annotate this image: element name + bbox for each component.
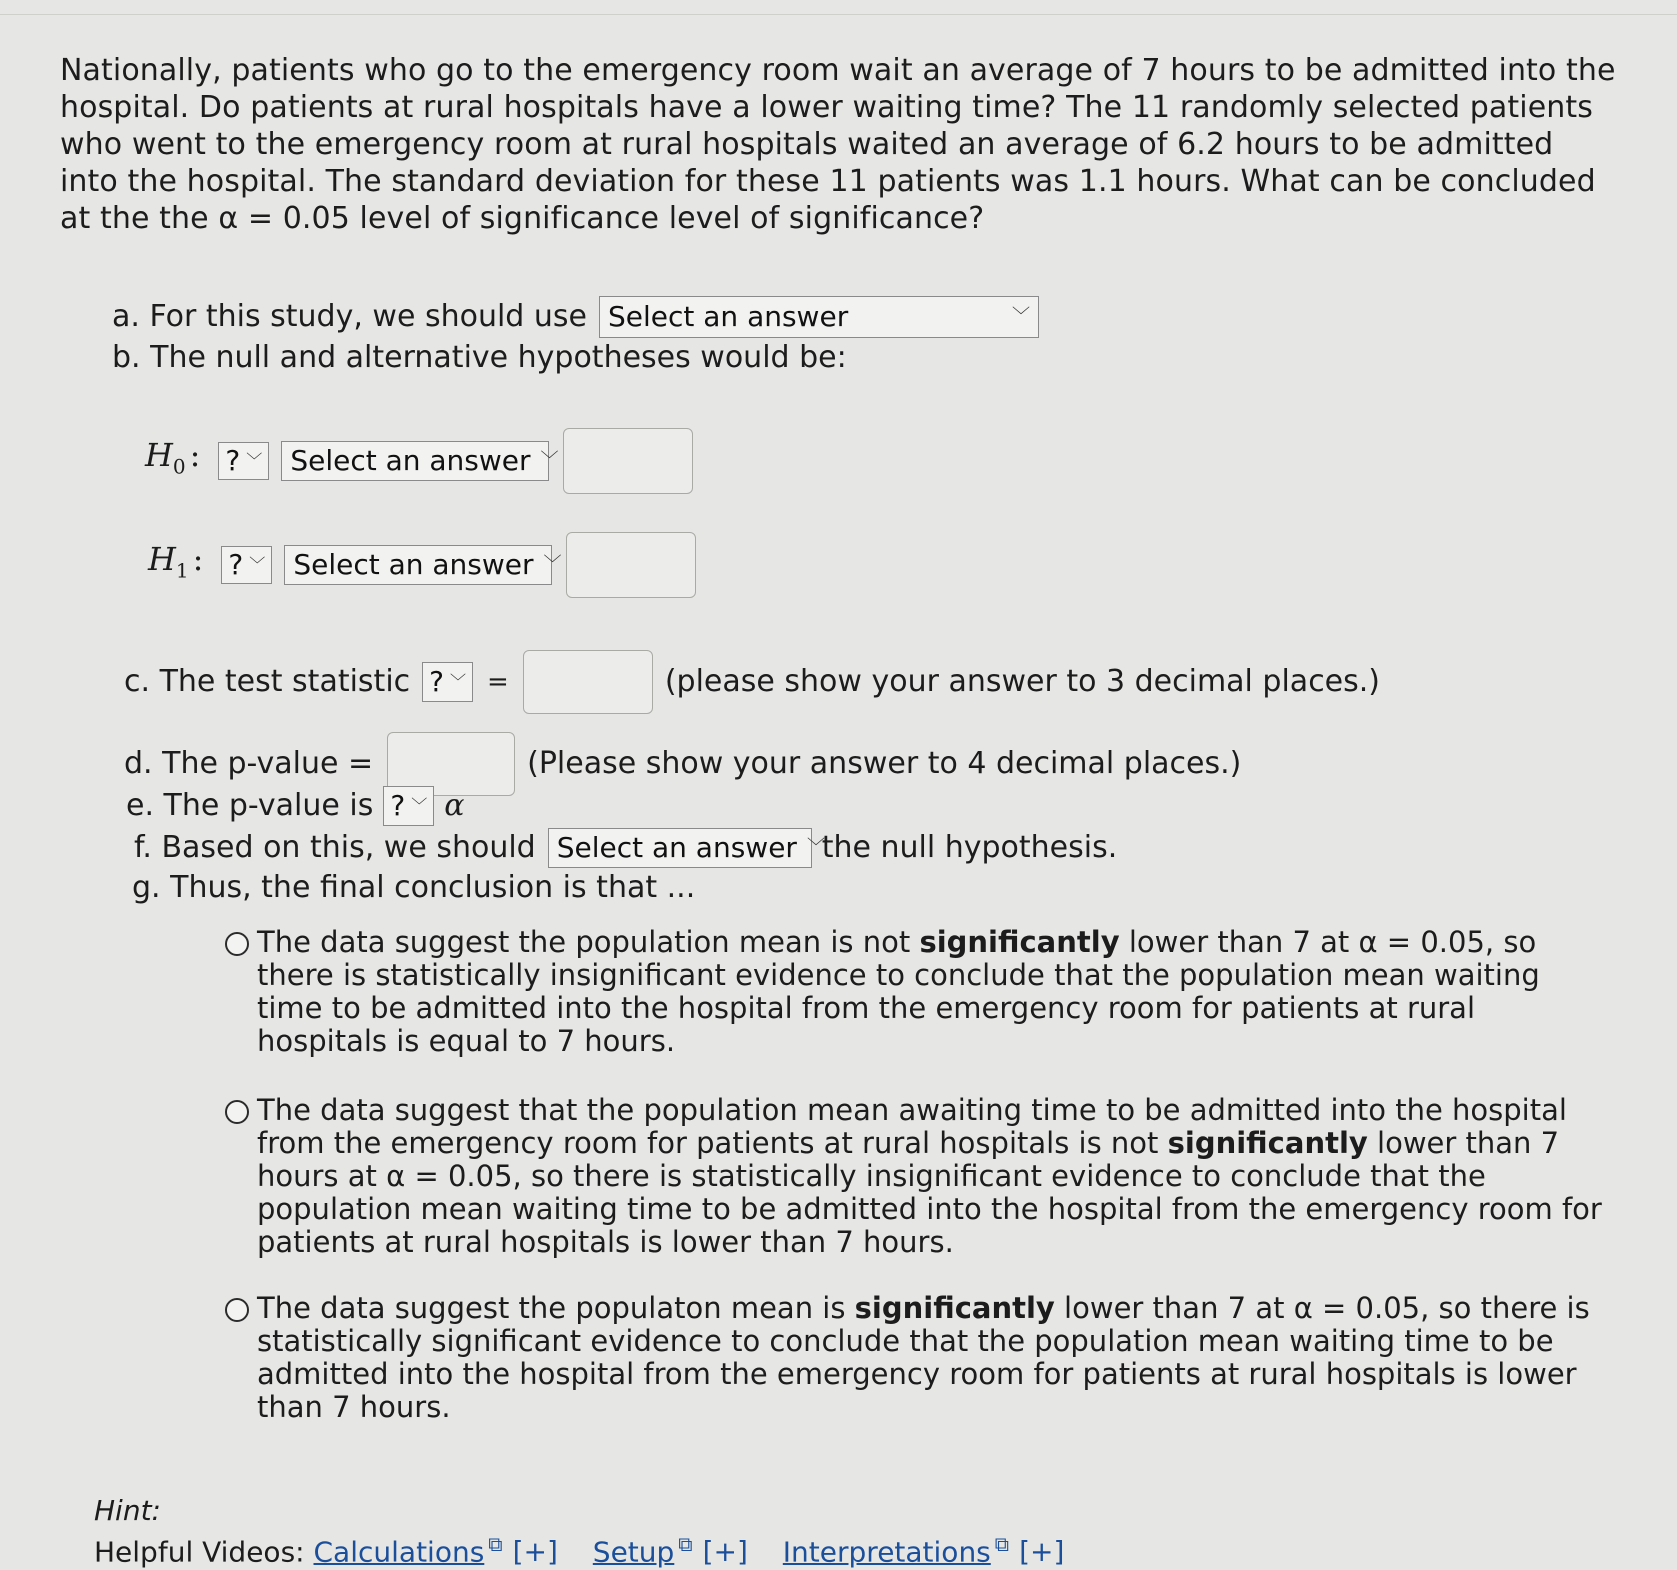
p-value-compare-select[interactable]: ? ﹀: [383, 786, 434, 826]
part-a-label: a. For this study, we should use: [112, 299, 587, 334]
conclusion-option-1[interactable]: The data suggest the population mean is not significantly lower than 7 at α = 0.05, so there is statistically insignificant evidence to conclude that the population mean waiting time to be admitted into the hospital from the emergency room for patients at rural hospitals is equal to 7 hours.: [225, 926, 1605, 1058]
part-f-label: f. Based on this, we should: [134, 830, 536, 865]
part-c: [124, 650, 1380, 714]
external-link-icon: ⧉: [678, 1532, 693, 1556]
chevron-down-icon: ﹀: [411, 796, 428, 815]
helpful-videos: [94, 1532, 1090, 1568]
part-b: [112, 338, 847, 378]
part-a: [112, 296, 1039, 338]
conclusion-option-2[interactable]: The data suggest that the population mean awaiting time to be admitted into the hospital from the emergency room for patients at rural hospitals is not significantly lower than 7 hours at α = 0.05, so there is statistically insignificant evidence to conclude that the population mean waiting time to be admitted into the hospital from the emergency room for patients at rural hospitals is lower than 7 hours.: [225, 1094, 1605, 1259]
part-g: [132, 868, 695, 908]
test-statistic-input[interactable]: [523, 650, 653, 714]
h0-operator-select[interactable]: ? ﹀: [218, 442, 269, 480]
part-d-label: d. The p-value =: [124, 746, 374, 781]
part-f-suffix: the null hypothesis.: [821, 830, 1118, 865]
h0-row: [145, 428, 693, 494]
h1-row: [148, 532, 696, 598]
alpha-symbol: α: [444, 788, 465, 823]
chevron-down-icon: ﹀: [540, 450, 559, 471]
conclusion-option-3[interactable]: The data suggest the populaton mean is significantly lower than 7 at α = 0.05, so there is statistically significant evidence to conclude that the population mean waiting time to be admitted into the hospital from the emergency room for patients at rural hospitals is lower than 7 hours.: [225, 1292, 1605, 1424]
radio-button[interactable]: [225, 932, 249, 956]
chevron-down-icon: ﹀: [543, 554, 562, 575]
decision-select[interactable]: Select an answer ﹀: [548, 828, 812, 868]
chevron-down-icon: ﹀: [249, 555, 266, 574]
setup-video-link[interactable]: Setup: [592, 1535, 675, 1569]
chevron-down-icon: ﹀: [246, 451, 263, 470]
radio-button[interactable]: [225, 1100, 249, 1124]
external-link-icon: ⧉: [488, 1532, 503, 1556]
radio-button[interactable]: [225, 1298, 249, 1322]
part-c-note: (please show your answer to 3 decimal places.): [664, 664, 1381, 699]
h1-label: $H_1$ :: [148, 540, 204, 583]
chevron-down-icon: ﹀: [450, 672, 467, 691]
calculations-video-link[interactable]: Calculations: [313, 1535, 485, 1569]
question-text: Nationally, patients who go to the emergency room wait an average of 7 hours to be admitted into the hospital. Do patients at rural hospitals have a lower waiting time? The 11 randomly selected patients who went to the emergency room at rural hospitals waited an average of 6.2 hours to be admitted into the hospital. The standard deviation for these 11 patients was 1.1 hours. What can be concluded at the the α = 0.05 level of significance level of significance?: [60, 53, 1616, 236]
expand-setup[interactable]: [+]: [702, 1535, 748, 1569]
h1-parameter-select[interactable]: Select an answer ﹀: [284, 545, 552, 585]
part-f: [134, 828, 1117, 868]
test-statistic-select[interactable]: ? ﹀: [422, 662, 473, 702]
h0-parameter-select[interactable]: Select an answer ﹀: [281, 441, 549, 481]
part-d-note: (Please show your answer to 4 decimal places.): [527, 746, 1242, 781]
h0-value-input[interactable]: [563, 428, 693, 494]
interpretations-video-link[interactable]: Interpretations: [782, 1535, 991, 1569]
part-e-label: e. The p-value is: [126, 788, 374, 823]
h1-operator-select[interactable]: ? ﹀: [221, 546, 272, 584]
h0-label: $H_0$ :: [145, 436, 201, 479]
part-g-label: g. Thus, the final conclusion is that ...: [132, 870, 696, 905]
equals-sign: =: [487, 667, 509, 697]
h1-value-input[interactable]: [566, 532, 696, 598]
top-divider: [0, 14, 1677, 15]
helpful-videos-label: Helpful Videos:: [94, 1535, 305, 1569]
chevron-down-icon: ﹀: [806, 837, 825, 858]
expand-interpretations[interactable]: [+]: [1019, 1535, 1065, 1569]
part-e: [126, 786, 465, 826]
external-link-icon: ⧉: [994, 1532, 1010, 1556]
part-c-label: c. The test statistic: [124, 664, 411, 699]
study-type-select[interactable]: Select an answer ﹀: [599, 296, 1039, 338]
expand-calculations[interactable]: [+]: [512, 1535, 558, 1569]
chevron-down-icon: ﹀: [1011, 306, 1030, 327]
hint-label: Hint:: [94, 1494, 161, 1527]
part-b-label: b. The null and alternative hypotheses would be:: [112, 340, 847, 375]
